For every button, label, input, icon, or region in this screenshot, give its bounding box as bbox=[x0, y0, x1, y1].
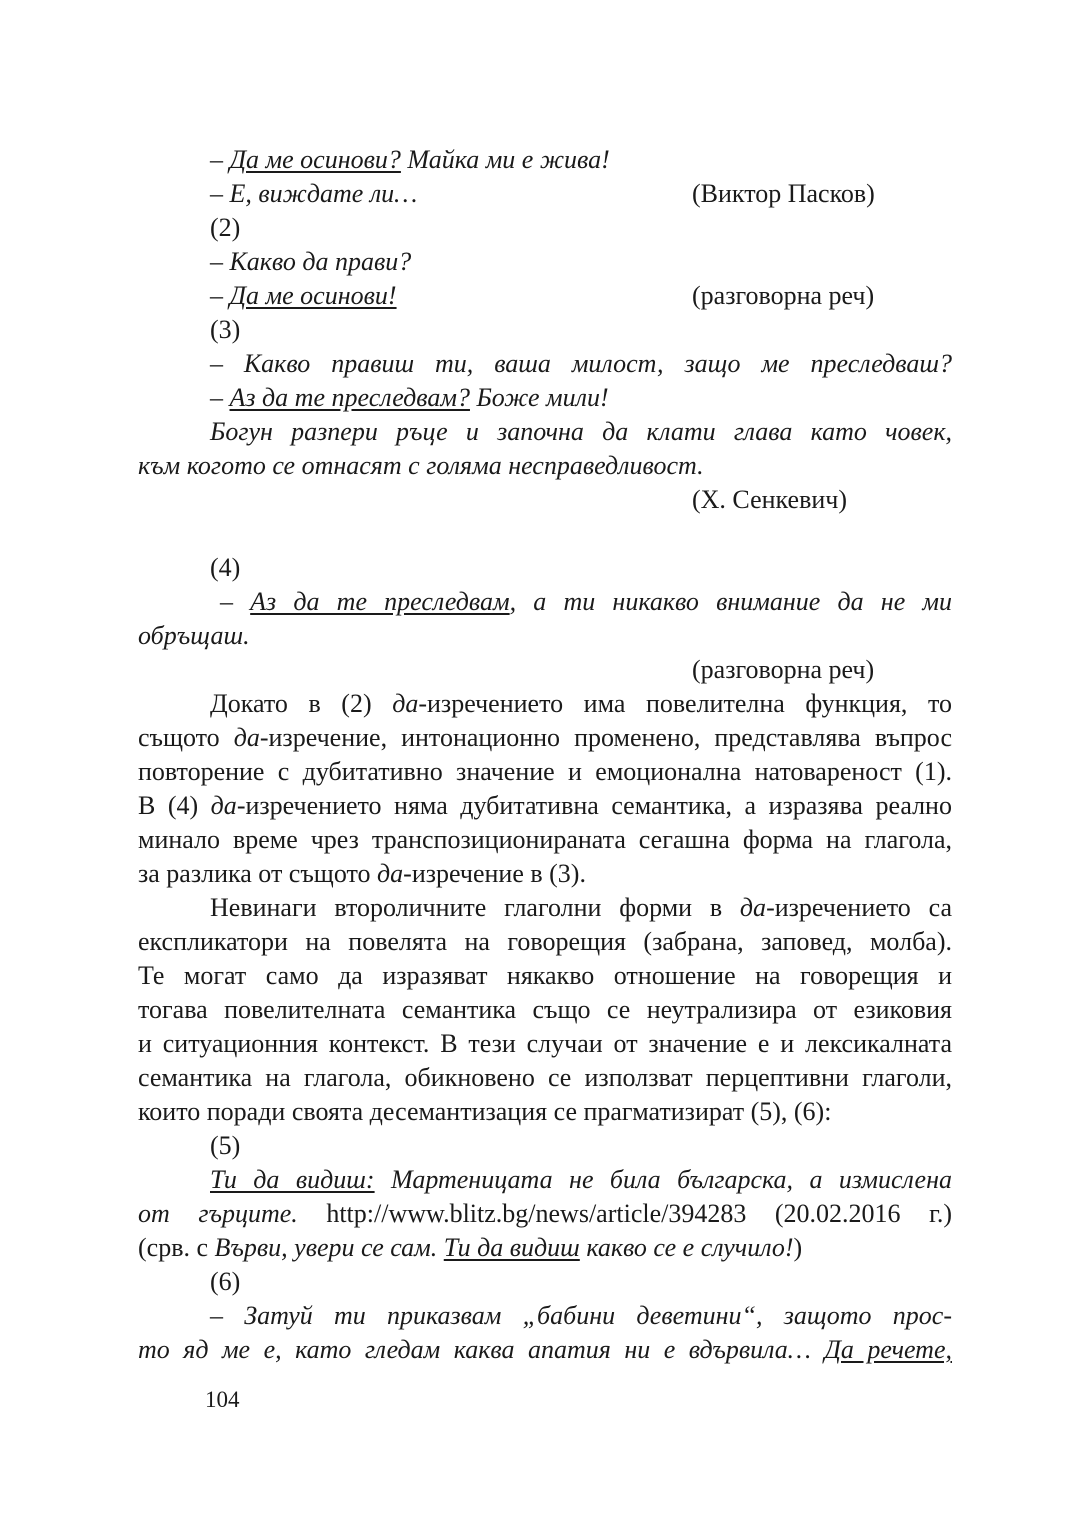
text-span: (срв. с bbox=[138, 1233, 215, 1262]
ex6-line-1: – Затуй ти приказвам „бабини деветини“, защото прос- bbox=[210, 1301, 952, 1330]
underlined-phrase: Аз да те преследвам? bbox=[229, 383, 470, 412]
para1-line-6 bbox=[138, 857, 586, 891]
underlined-phrase: Аз да те преследвам bbox=[250, 587, 510, 616]
ex3-line-4: към когото се отнасят с голяма несправедливост. bbox=[138, 451, 704, 480]
para2-line-4: тогава повелителната семантика също се неутрализира от езиковия bbox=[138, 995, 952, 1024]
source-citation: (Х. Сенкевич) bbox=[692, 485, 847, 514]
ex5-line-1 bbox=[210, 1163, 952, 1197]
italic-term: да bbox=[210, 791, 237, 820]
url-reference: http://www.blitz.bg/news/article/394283 (20.02.2016 г.) bbox=[297, 1199, 952, 1228]
example-number: (5) bbox=[210, 1131, 241, 1160]
example-number: (6) bbox=[210, 1267, 241, 1296]
ex4-line-2: обръщаш. bbox=[138, 621, 250, 650]
ex3-line-1: – Какво правиш ти, ваша милост, защо ме преследваш? bbox=[210, 349, 952, 378]
ex1-line-2: – Е, виждате ли… bbox=[210, 179, 418, 208]
italic-text: Върви, увери се сам. bbox=[214, 1233, 438, 1262]
text-span: същото bbox=[138, 723, 234, 752]
dash: – bbox=[210, 145, 230, 174]
text-span: -изречението са bbox=[766, 893, 952, 922]
ex1-line-1 bbox=[210, 143, 610, 177]
ex6-line-2 bbox=[138, 1333, 952, 1367]
underlined-phrase: Ти да видиш: bbox=[210, 1165, 375, 1194]
ex3-line-3: Богун разпери ръце и започна да клати глава като човек, bbox=[210, 417, 952, 446]
italic-term: да bbox=[739, 893, 767, 922]
text-span: Боже мили! bbox=[469, 383, 609, 412]
text-span: -изречение, интонационно променено, представлява въпрос bbox=[259, 723, 952, 752]
para2-line-6: семантика на глагола, обикновено се използват перцептивни глаголи, bbox=[138, 1063, 952, 1092]
source-citation: (Виктор Пасков) bbox=[692, 179, 875, 208]
text-span: Майка ми е жива! bbox=[400, 145, 610, 174]
text-span: то яд ме е, като гледам каква апатия ни е вдървила… bbox=[138, 1335, 825, 1364]
text-span: , а ти никакво внимание да не ми bbox=[509, 587, 952, 616]
ex3-line-2 bbox=[210, 381, 609, 415]
example-number: (2) bbox=[210, 213, 241, 242]
ex2-line-2 bbox=[210, 279, 397, 313]
dash: – bbox=[210, 383, 230, 412]
para2-line-1 bbox=[210, 891, 952, 925]
text-span: Мартеницата не била българска, а измислена bbox=[374, 1165, 952, 1194]
italic-term: да bbox=[377, 859, 404, 888]
text-span: Невинаги второличните глаголни форми в bbox=[210, 893, 740, 922]
underlined-phrase: Да речете, bbox=[824, 1335, 952, 1364]
example-number: (3) bbox=[210, 315, 241, 344]
para2-line-2: експликатори на повелята на говорещия (забрана, заповед, молба). bbox=[138, 927, 952, 956]
italic-term: да bbox=[392, 689, 419, 718]
ex5-line-3 bbox=[138, 1231, 802, 1265]
para1-line-5: минало време чрез транспозиционираната сегашна форма на глагола, bbox=[138, 825, 952, 854]
italic-text: от гърците. bbox=[138, 1199, 298, 1228]
para2-line-5: и ситуационния контекст. В тези случаи от значение е и лексикалната bbox=[138, 1029, 952, 1058]
text-span: -изречение в (3). bbox=[403, 859, 586, 888]
underlined-phrase: Да ме осинови? bbox=[229, 145, 401, 174]
text-span: ) bbox=[793, 1233, 803, 1262]
dash: – bbox=[220, 587, 251, 616]
underlined-phrase: Да ме осинови! bbox=[229, 281, 397, 310]
text-span: Докато в (2) bbox=[210, 689, 393, 718]
italic-term: да bbox=[233, 723, 260, 752]
italic-text: какво се е случило! bbox=[579, 1233, 794, 1262]
page-number: 104 bbox=[205, 1387, 240, 1412]
ex5-line-2 bbox=[138, 1197, 952, 1231]
para1-line-1 bbox=[210, 687, 952, 721]
para2-line-3: Те могат само да изразяват някакво отношение на говорещия и bbox=[138, 961, 952, 990]
para2-line-7: които поради своята десемантизация се прагматизират (5), (6): bbox=[138, 1097, 832, 1126]
example-number: (4) bbox=[210, 553, 241, 582]
ex2-line-1: – Какво да прави? bbox=[210, 247, 412, 276]
source-citation: (разговорна реч) bbox=[692, 281, 875, 310]
source-citation: (разговорна реч) bbox=[692, 655, 875, 684]
ex4-line-1 bbox=[220, 585, 952, 619]
dash: – bbox=[210, 281, 230, 310]
para1-line-2 bbox=[138, 721, 952, 755]
underlined-phrase: Ти да видиш bbox=[443, 1233, 580, 1262]
para1-line-3: повторение с дубитативно значение и емоционална натовареност (1). bbox=[138, 757, 952, 786]
text-span: -изречението има повелителна функция, то bbox=[418, 689, 952, 718]
text-span: за разлика от същото bbox=[138, 859, 377, 888]
para1-line-4 bbox=[138, 789, 952, 823]
text-span: -изречението няма дубитативна семантика, а изразява реално bbox=[236, 791, 952, 820]
text-span: В (4) bbox=[138, 791, 211, 820]
